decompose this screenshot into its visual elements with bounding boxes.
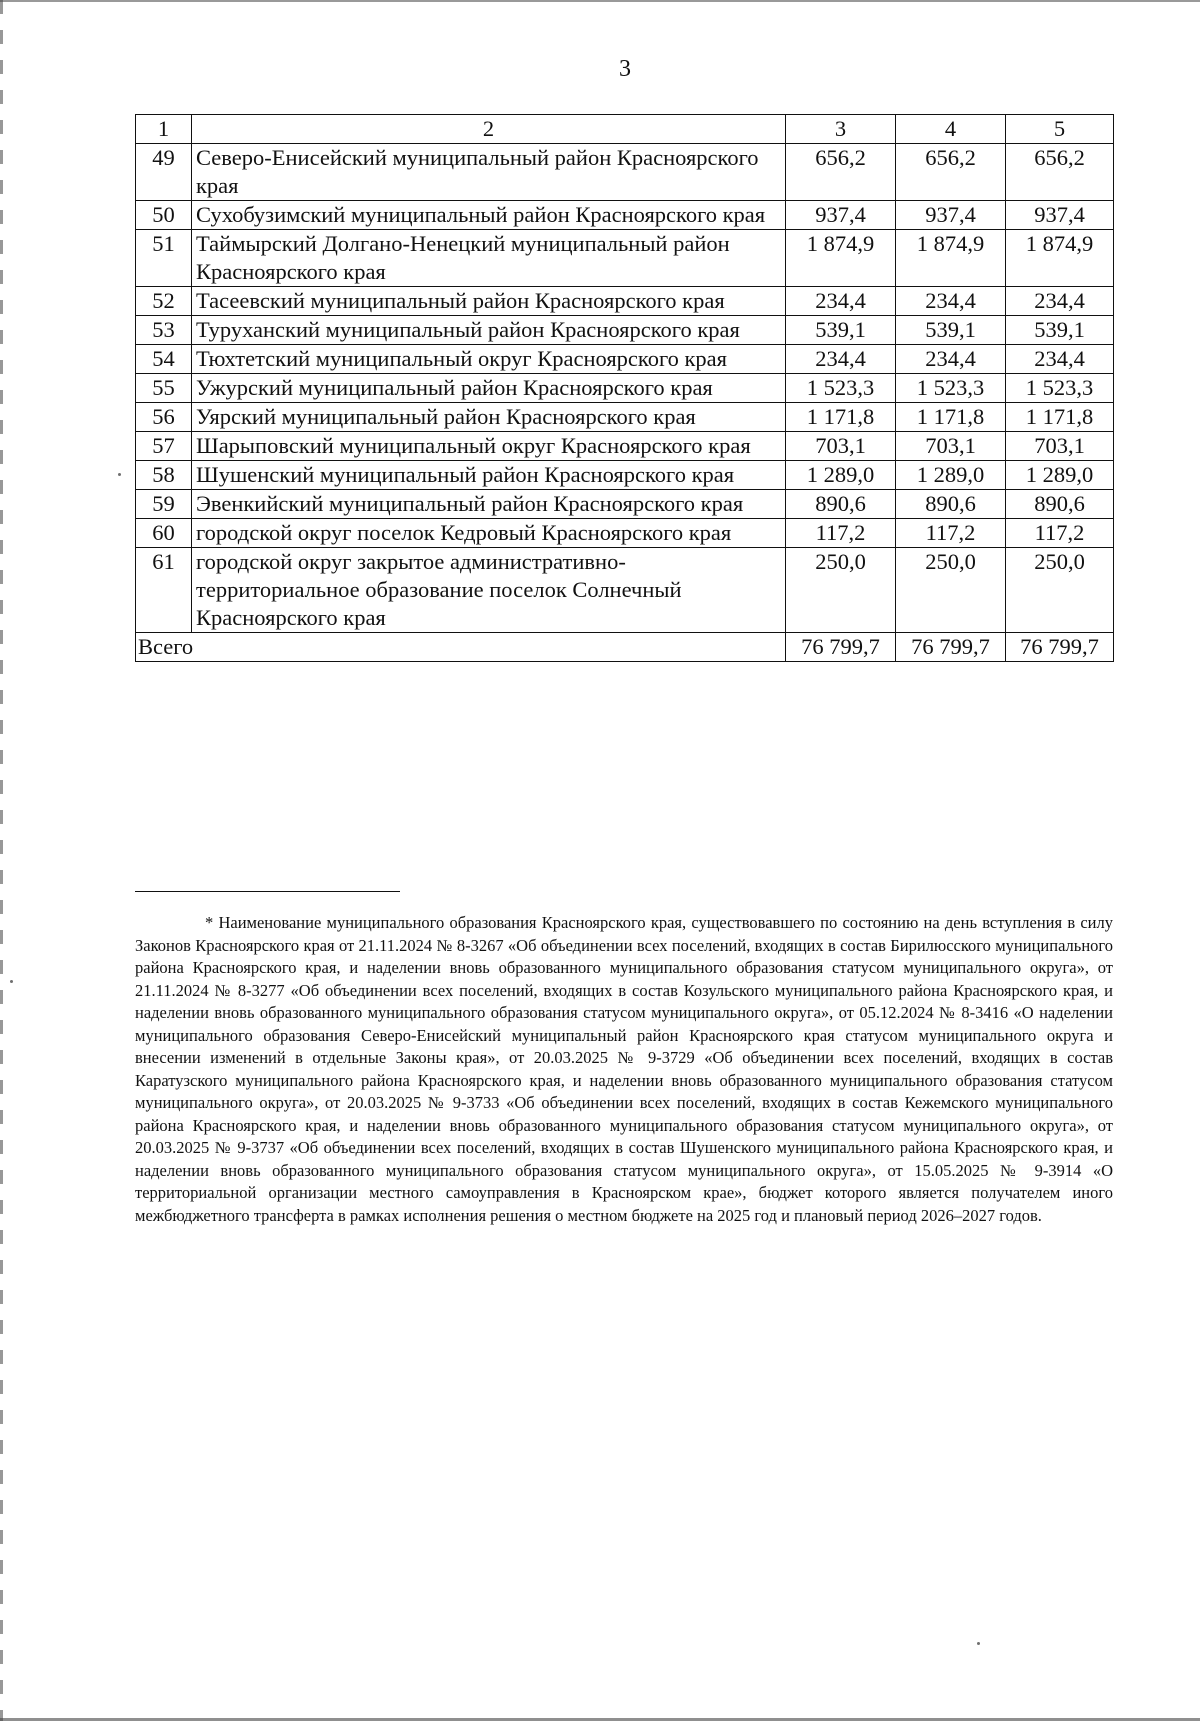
row-number: 54: [136, 345, 192, 374]
value-col5: 703,1: [1006, 432, 1114, 461]
table-row: [136, 287, 1114, 316]
value-col4: 703,1: [896, 432, 1006, 461]
row-number: 50: [136, 201, 192, 230]
table-row: [136, 144, 1114, 201]
municipality-name: Северо-Енисейский муниципальный район Красноярского края: [192, 144, 786, 201]
value-col4: 539,1: [896, 316, 1006, 345]
value-col5: 890,6: [1006, 490, 1114, 519]
value-col5: 1 874,9: [1006, 230, 1114, 287]
scan-speck: [977, 1642, 980, 1645]
table-body: [136, 144, 1114, 633]
value-col5: 250,0: [1006, 548, 1114, 633]
value-col5: 234,4: [1006, 287, 1114, 316]
value-col3: 1 523,3: [786, 374, 896, 403]
value-col3: 656,2: [786, 144, 896, 201]
value-col3: 250,0: [786, 548, 896, 633]
table-row: [136, 345, 1114, 374]
row-number: 51: [136, 230, 192, 287]
value-col4: 1 523,3: [896, 374, 1006, 403]
row-number: 57: [136, 432, 192, 461]
footnote-text: * Наименование муниципального образования Красноярского края, существовавшего по состоянию на день вступления в силу Законов Красноярского края от 21.11.2024 № 8-3267 «Об объединении всех поселений, входящих в состав Бирилюсского муниципального района Красноярского края, и наделении вновь образованного муниципального образования статусом муниципального округа», от 21.11.2024 № 8-3277 «Об объединении всех поселений, входящих в состав Козульского муниципального района Красноярского края, и наделении вновь образованного муниципального образования статусом муниципального округа», от 05.12.2024 № 8-3416 «О наделении муниципального образования Северо-Енисейский муниципальный район Красноярского края статусом муниципального округа и внесении изменений в отдельные Законы края», от 20.03.2025 № 9-3729 «Об объединении всех поселений, входящих в состав Каратузского муниципального района Красноярского края, и наделении вновь образованного муниципального образования статусом муниципального округа», от 20.03.2025 № 9-3733 «Об объединении всех поселений, входящих в состав Кежемского муниципального района Красноярского края, и наделении вновь образованного муниципального образования статусом муниципального округа», от 20.03.2025 № 9-3737 «Об объединении всех поселений, входящих в состав Шушенского муниципального района Красноярского края, и наделении вновь образованного муниципального образования статусом муниципального округа», от 15.05.2025 № 9-3914 «О территориальной организации местного самоуправления в Красноярском крае», бюджет которого является получателем иного межбюджетного трансферта в рамках исполнения решения о местном бюджете на 2025 год и плановый период 2026–2027 годов.: [135, 913, 1113, 1225]
row-number: 49: [136, 144, 192, 201]
table-total-row: [136, 633, 1114, 662]
column-header: 2: [192, 115, 786, 144]
value-col4: 117,2: [896, 519, 1006, 548]
table-row: [136, 490, 1114, 519]
value-col4: 1 874,9: [896, 230, 1006, 287]
table-row: [136, 201, 1114, 230]
value-col4: 234,4: [896, 345, 1006, 374]
value-col5: 234,4: [1006, 345, 1114, 374]
value-col4: 1 289,0: [896, 461, 1006, 490]
row-number: 60: [136, 519, 192, 548]
value-col4: 890,6: [896, 490, 1006, 519]
value-col5: 937,4: [1006, 201, 1114, 230]
municipality-name: Таймырский Долгано-Ненецкий муниципальный район Красноярского края: [192, 230, 786, 287]
value-col4: 250,0: [896, 548, 1006, 633]
value-col3: 234,4: [786, 287, 896, 316]
municipality-name: городской округ поселок Кедровый Красноярского края: [192, 519, 786, 548]
total-label: Всего: [136, 633, 786, 662]
table-row: [136, 230, 1114, 287]
value-col5: 539,1: [1006, 316, 1114, 345]
value-col3: 117,2: [786, 519, 896, 548]
column-header: 1: [136, 115, 192, 144]
table-header-row: [136, 115, 1114, 144]
value-col3: 937,4: [786, 201, 896, 230]
table-row: [136, 461, 1114, 490]
value-col5: 1 523,3: [1006, 374, 1114, 403]
column-header: 5: [1006, 115, 1114, 144]
value-col4: 656,2: [896, 144, 1006, 201]
value-col4: 1 171,8: [896, 403, 1006, 432]
municipality-name: Тюхтетский муниципальный округ Красноярского края: [192, 345, 786, 374]
table-row: [136, 374, 1114, 403]
row-number: 61: [136, 548, 192, 633]
value-col3: 1 874,9: [786, 230, 896, 287]
municipality-name: Уярский муниципальный район Красноярского края: [192, 403, 786, 432]
municipality-name: Ужурский муниципальный район Красноярского края: [192, 374, 786, 403]
row-number: 56: [136, 403, 192, 432]
scan-edge-top: [0, 0, 1200, 2]
row-number: 59: [136, 490, 192, 519]
table-row: [136, 432, 1114, 461]
value-col3: 890,6: [786, 490, 896, 519]
total-value-col3: 76 799,7: [786, 633, 896, 662]
municipality-name: Тасеевский муниципальный район Красноярского края: [192, 287, 786, 316]
row-number: 52: [136, 287, 192, 316]
value-col4: 937,4: [896, 201, 1006, 230]
total-value-col5: 76 799,7: [1006, 633, 1114, 662]
value-col3: 539,1: [786, 316, 896, 345]
table-row: [136, 403, 1114, 432]
row-number: 55: [136, 374, 192, 403]
municipality-name: городской округ закрытое административно-территориальное образование поселок Солнечный Красноярского края: [192, 548, 786, 633]
value-col5: 1 171,8: [1006, 403, 1114, 432]
row-number: 53: [136, 316, 192, 345]
value-col3: 703,1: [786, 432, 896, 461]
municipality-name: Шарыповский муниципальный округ Красноярского края: [192, 432, 786, 461]
value-col4: 234,4: [896, 287, 1006, 316]
value-col5: 1 289,0: [1006, 461, 1114, 490]
municipality-name: Эвенкийский муниципальный район Красноярского края: [192, 490, 786, 519]
table-row: [136, 519, 1114, 548]
municipality-name: Сухобузимский муниципальный район Красноярского края: [192, 201, 786, 230]
municipality-name: Туруханский муниципальный район Красноярского края: [192, 316, 786, 345]
row-number: 58: [136, 461, 192, 490]
value-col5: 117,2: [1006, 519, 1114, 548]
value-col5: 656,2: [1006, 144, 1114, 201]
scan-speck: [118, 473, 121, 476]
allocation-table: [135, 114, 1114, 662]
municipality-name: Шушенский муниципальный район Красноярского края: [192, 461, 786, 490]
value-col3: 1 171,8: [786, 403, 896, 432]
footnote-separator: [135, 891, 400, 892]
scan-edge-left: [0, 0, 3, 1721]
table-row: [136, 548, 1114, 633]
value-col3: 234,4: [786, 345, 896, 374]
table-row: [136, 316, 1114, 345]
scan-speck: [10, 980, 13, 983]
column-header: 3: [786, 115, 896, 144]
total-value-col4: 76 799,7: [896, 633, 1006, 662]
column-header: 4: [896, 115, 1006, 144]
page-number: 3: [619, 56, 631, 82]
value-col3: 1 289,0: [786, 461, 896, 490]
